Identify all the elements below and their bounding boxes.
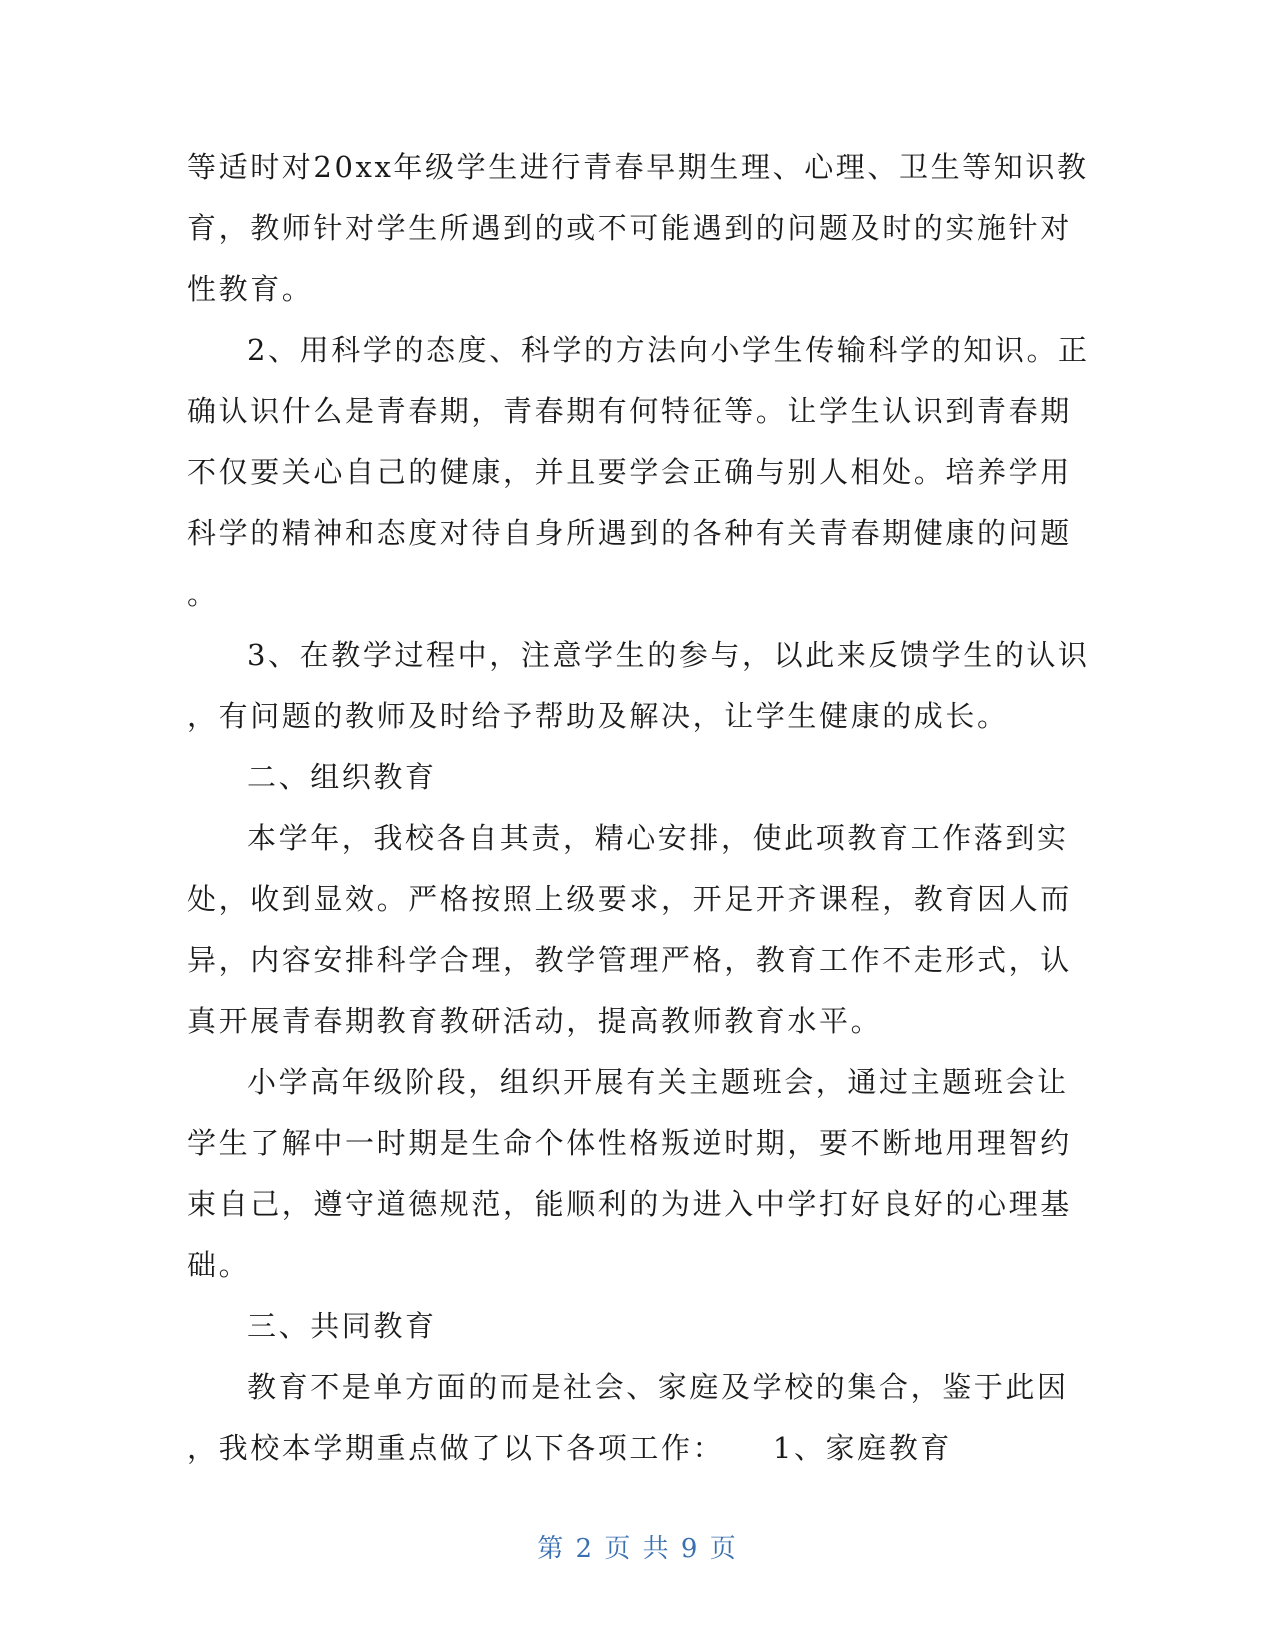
text-line: 育，教师针对学生所遇到的或不可能遇到的问题及时的实施针对 [187,211,1072,245]
text-line: 础。 [187,1248,251,1282]
text-line: 学生了解中一时期是生命个体性格叛逆时期，要不断地用理智约 [187,1126,1072,1160]
text-line: 。 [187,577,219,611]
text-line: ，我校本学期重点做了以下各项工作： 1、家庭教育 [187,1431,952,1465]
text-line: 不仅要关心自己的健康，并且要学会正确与别人相处。培养学用 [187,455,1072,489]
text-line: 真开展青春期教育教研活动，提高教师教育水平。 [187,1004,883,1038]
text-line: 确认识什么是青春期，青春期有何特征等。让学生认识到青春期 [187,394,1072,428]
text-line: 本学年，我校各自其责，精心安排，使此项教育工作落到实 [247,821,1069,855]
text-line: 2、用科学的态度、科学的方法向小学生传输科学的知识。正 [247,333,1090,367]
text-line: 等适时对20xx年级学生进行青春早期生理、心理、卫生等知识教 [187,150,1089,184]
text-line: 异，内容安排科学合理，教学管理严格，教育工作不走形式，认 [187,943,1072,977]
document-body [187,137,1090,1479]
text-line: 性教育。 [187,272,314,306]
text-line: 束自己，遵守道德规范，能顺利的为进入中学打好良好的心理基 [187,1187,1072,1221]
text-line: 小学高年级阶段，组织开展有关主题班会，通过主题班会让 [247,1065,1069,1099]
section-heading: 二、组织教育 [247,760,437,794]
page-number-footer: 第 2 页 共 9 页 [537,1534,738,1564]
text-line: 3、在教学过程中，注意学生的参与，以此来反馈学生的认识 [247,638,1090,672]
text-line: 处，收到显效。严格按照上级要求，开足开齐课程，教育因人而 [187,882,1072,916]
section-heading: 三、共同教育 [247,1309,437,1343]
text-line: 科学的精神和态度对待自身所遇到的各种有关青春期健康的问题 [187,516,1072,550]
text-line: 教育不是单方面的而是社会、家庭及学校的集合，鉴于此因 [247,1370,1069,1404]
text-line: ，有问题的教师及时给予帮助及解决，让学生健康的成长。 [187,699,1009,733]
